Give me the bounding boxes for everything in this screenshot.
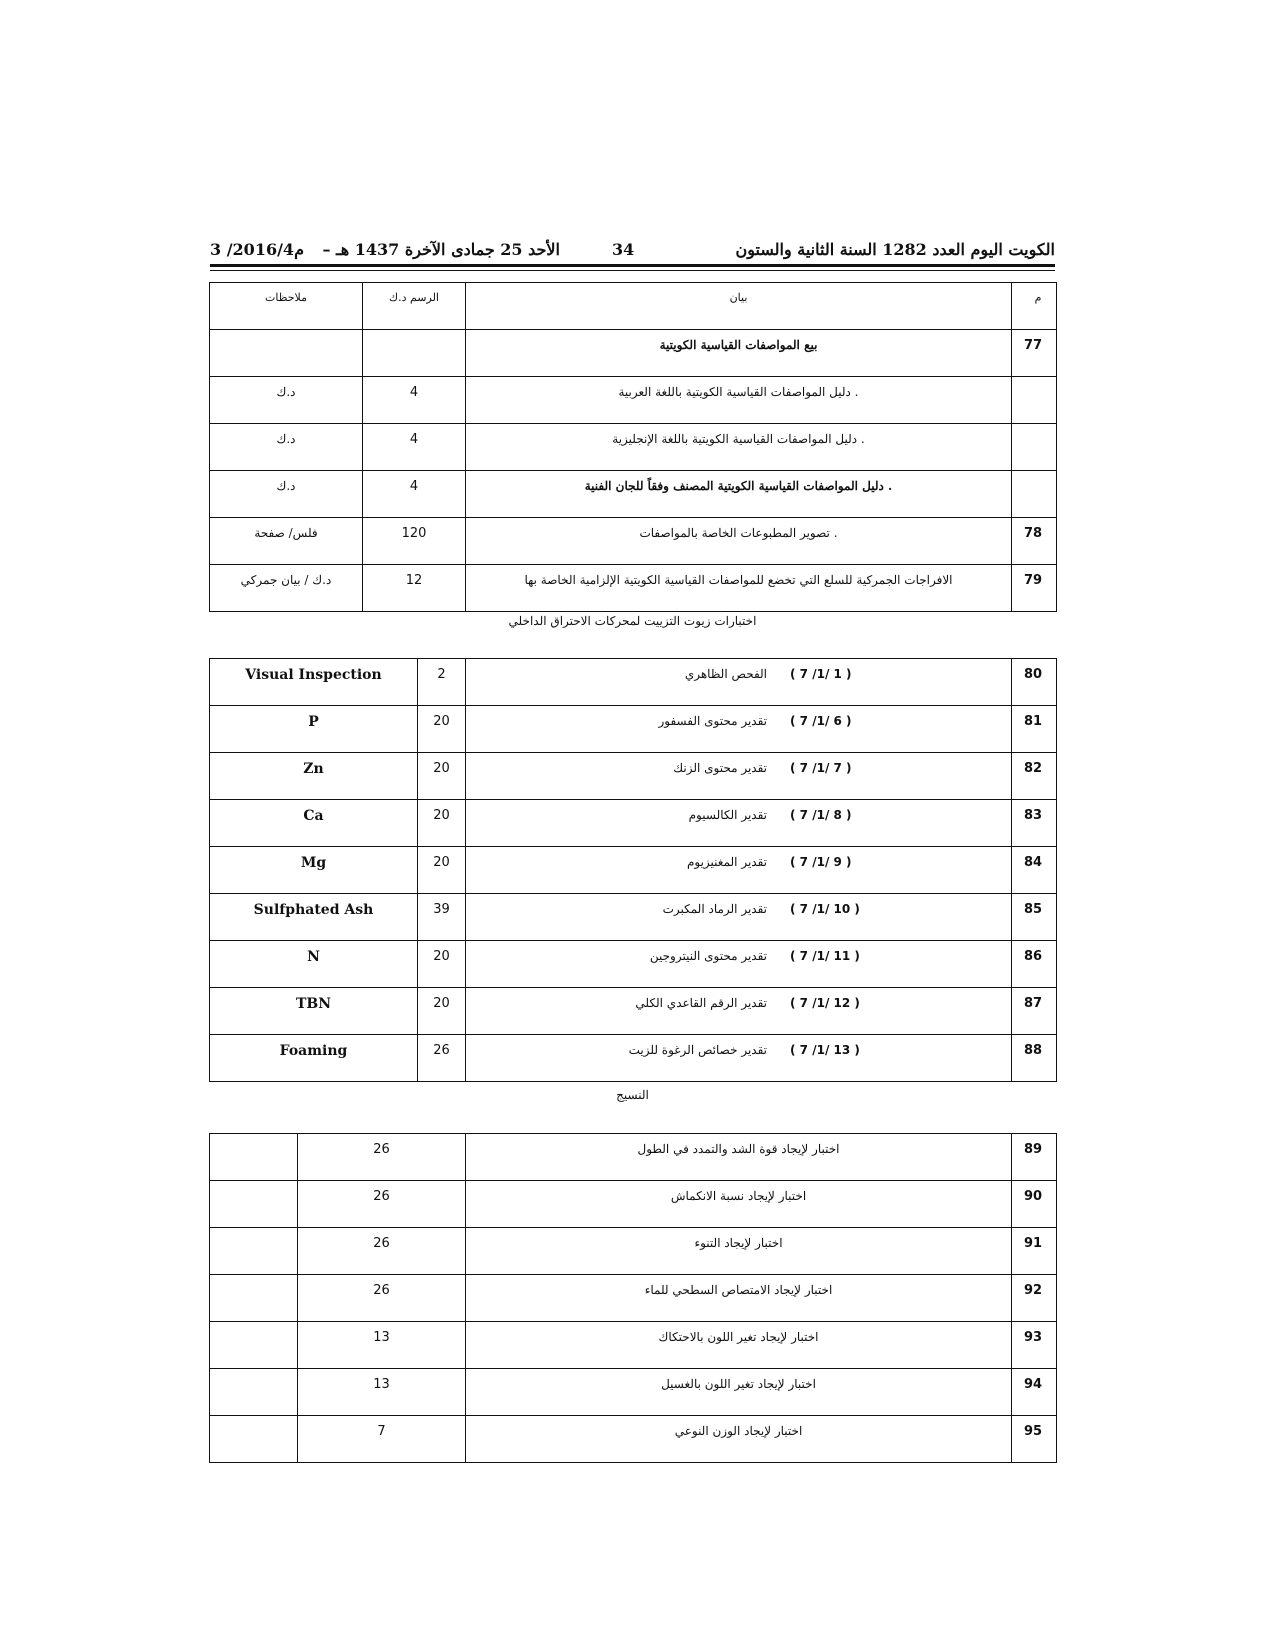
row-fee: 20: [418, 941, 466, 988]
row-desc: تقدير الرقم القاعدي الكلي: [635, 996, 767, 1010]
row-notes: TBN: [210, 988, 418, 1035]
row-num: 84: [1012, 847, 1057, 894]
row-num: 93: [1012, 1322, 1057, 1369]
row-desc: الفحص الظاهري: [684, 667, 767, 681]
row-num: 77: [1012, 330, 1057, 377]
row-notes: [210, 1134, 298, 1181]
row-fee: 39: [418, 894, 466, 941]
row-desc: اختبار لإيجاد التنوء: [466, 1228, 1012, 1275]
row-fee: 26: [418, 1035, 466, 1082]
row-num: 89: [1012, 1134, 1057, 1181]
row-fee: 120: [363, 518, 466, 565]
row-desc: تقدير محتوى النيتروجين: [649, 949, 767, 963]
row-desc: الافراجات الجمركية للسلع التي تخضع للمواصفات القياسية الكويتية الإلزامية الخاصة بها: [466, 565, 1012, 612]
fees-table-lubricants: [209, 658, 1057, 1082]
row-notes: فلس/ صفحة: [210, 518, 363, 565]
row-ref: ( 6 /1/ 7 ): [790, 714, 852, 728]
row-num: 83: [1012, 800, 1057, 847]
row-ref: ( 13 /1/ 7 ): [790, 1043, 860, 1057]
row-desc: اختبار لإيجاد تغير اللون بالاحتكاك: [466, 1322, 1012, 1369]
row-ref: ( 8 /1/ 7 ): [790, 808, 852, 822]
row-notes: د.ك: [210, 424, 363, 471]
table-row: [210, 800, 1057, 847]
row-ref: ( 11 /1/ 7 ): [790, 949, 860, 963]
row-desc: تقدير الكالسيوم: [688, 808, 767, 822]
row-fee: 4: [363, 471, 466, 518]
row-num: [1012, 377, 1057, 424]
row-num: 85: [1012, 894, 1057, 941]
row-num: [1012, 471, 1057, 518]
table-row: [210, 565, 1057, 612]
row-num: 82: [1012, 753, 1057, 800]
table-row: [210, 1228, 1057, 1275]
col-header-desc: بيان: [466, 283, 1012, 330]
row-notes: Foaming: [210, 1035, 418, 1082]
page-header: [210, 238, 1055, 264]
row-desc: . تصوير المطبوعات الخاصة بالمواصفات: [466, 518, 1012, 565]
page-number: 34: [612, 240, 635, 259]
table-row: [210, 988, 1057, 1035]
row-fee: 7: [298, 1416, 466, 1463]
row-fee: [363, 330, 466, 377]
row-fee: 26: [298, 1134, 466, 1181]
fees-table-textiles: [209, 1133, 1057, 1463]
table-header-row: [210, 283, 1057, 330]
table-row: [210, 894, 1057, 941]
row-notes: [210, 1275, 298, 1322]
section-title-lubricants: اختبارات زيوت التزييت لمحركات الاحتراق الداخلي: [508, 614, 757, 628]
row-num: 95: [1012, 1416, 1057, 1463]
row-notes: Sulfphated Ash: [210, 894, 418, 941]
row-notes: Zn: [210, 753, 418, 800]
row-notes: [210, 1369, 298, 1416]
row-desc: اختبار لإيجاد الامتصاص السطحي للماء: [466, 1275, 1012, 1322]
table-row: [210, 377, 1057, 424]
row-fee: 26: [298, 1181, 466, 1228]
row-desc: تقدير الرماد المكبرت: [662, 902, 767, 916]
row-notes: د.ك: [210, 471, 363, 518]
row-ref: ( 1 /1/ 7 ): [790, 667, 852, 681]
table-row: [210, 1181, 1057, 1228]
row-num: 86: [1012, 941, 1057, 988]
row-num: 94: [1012, 1369, 1057, 1416]
row-notes: [210, 330, 363, 377]
table-row: [210, 330, 1057, 377]
table-row: [210, 1134, 1057, 1181]
table-row: [210, 1416, 1057, 1463]
header-rule-thin: [210, 270, 1055, 271]
row-fee: 26: [298, 1275, 466, 1322]
row-num: 78: [1012, 518, 1057, 565]
table-row: [210, 941, 1057, 988]
row-desc: تقدير خصائص الرغوة للزيت: [628, 1043, 767, 1057]
table-row: [210, 1035, 1057, 1082]
row-notes: Visual Inspection: [210, 659, 418, 706]
row-fee: 20: [418, 988, 466, 1035]
issue-info: الكويت اليوم العدد 1282 السنة الثانية والستون: [735, 240, 1055, 259]
header-rule: [210, 264, 1055, 267]
row-notes: د.ك: [210, 377, 363, 424]
row-fee: 12: [363, 565, 466, 612]
col-header-fee: الرسم د.ك: [363, 283, 466, 330]
row-ref: ( 12 /1/ 7 ): [790, 996, 860, 1010]
row-ref: ( 10 /1/ 7 ): [790, 902, 860, 916]
row-num: 81: [1012, 706, 1057, 753]
row-desc: تقدير المغنيزيوم: [686, 855, 767, 869]
row-desc: اختبار لإيجاد الوزن النوعي: [466, 1416, 1012, 1463]
row-num: 87: [1012, 988, 1057, 1035]
table-row: [210, 424, 1057, 471]
col-header-notes: ملاحظات: [210, 283, 363, 330]
row-notes: [210, 1416, 298, 1463]
row-desc: تقدير محتوى الفسفور: [658, 714, 767, 728]
row-desc: . دليل المواصفات القياسية الكويتية باللغة العربية: [466, 377, 1012, 424]
row-num: 91: [1012, 1228, 1057, 1275]
fees-table-standards: [209, 282, 1057, 612]
row-fee: 20: [418, 847, 466, 894]
row-ref: ( 9 /1/ 7 ): [790, 855, 852, 869]
table-row: [210, 1275, 1057, 1322]
row-desc: . دليل المواصفات القياسية الكويتية باللغة الإنجليزية: [466, 424, 1012, 471]
row-desc: بيع المواصفات القياسية الكويتية: [466, 330, 1012, 377]
row-fee: 13: [298, 1322, 466, 1369]
col-header-num: م: [1012, 283, 1057, 330]
table-row: [210, 471, 1057, 518]
section-title-textiles: النسيج: [616, 1088, 649, 1102]
row-desc: اختبار لإيجاد نسبة الانكماش: [466, 1181, 1012, 1228]
row-notes: Mg: [210, 847, 418, 894]
row-fee: 13: [298, 1369, 466, 1416]
row-notes: [210, 1181, 298, 1228]
row-fee: 4: [363, 377, 466, 424]
row-desc: اختبار لإيجاد قوة الشد والتمدد في الطول: [466, 1134, 1012, 1181]
row-notes: Ca: [210, 800, 418, 847]
table-row: [210, 706, 1057, 753]
row-num: 88: [1012, 1035, 1057, 1082]
row-notes: N: [210, 941, 418, 988]
row-desc: اختبار لإيجاد تغير اللون بالغسيل: [466, 1369, 1012, 1416]
row-desc: تقدير محتوى الزنك: [673, 761, 767, 775]
row-notes: [210, 1322, 298, 1369]
row-fee: 20: [418, 800, 466, 847]
row-fee: 26: [298, 1228, 466, 1275]
row-notes: P: [210, 706, 418, 753]
table-row: [210, 518, 1057, 565]
row-num: 90: [1012, 1181, 1057, 1228]
row-fee: 20: [418, 706, 466, 753]
table-row: [210, 847, 1057, 894]
table-row: [210, 753, 1057, 800]
row-num: 92: [1012, 1275, 1057, 1322]
row-fee: 20: [418, 753, 466, 800]
row-fee: 2: [418, 659, 466, 706]
table-row: [210, 1322, 1057, 1369]
row-num: 79: [1012, 565, 1057, 612]
table-row: [210, 1369, 1057, 1416]
row-num: [1012, 424, 1057, 471]
gregorian-date: 3 /2016/4م: [210, 240, 304, 259]
row-num: 80: [1012, 659, 1057, 706]
row-notes: د.ك / بيان جمركي: [210, 565, 363, 612]
row-ref: ( 7 /1/ 7 ): [790, 761, 852, 775]
row-desc: . دليل المواصفات القياسية الكويتية المصنف وفقاً للجان الفنية: [466, 471, 1012, 518]
table-row: [210, 659, 1057, 706]
row-notes: [210, 1228, 298, 1275]
hijri-date: الأحد 25 جمادى الآخرة 1437 هـ –: [322, 240, 560, 259]
row-fee: 4: [363, 424, 466, 471]
